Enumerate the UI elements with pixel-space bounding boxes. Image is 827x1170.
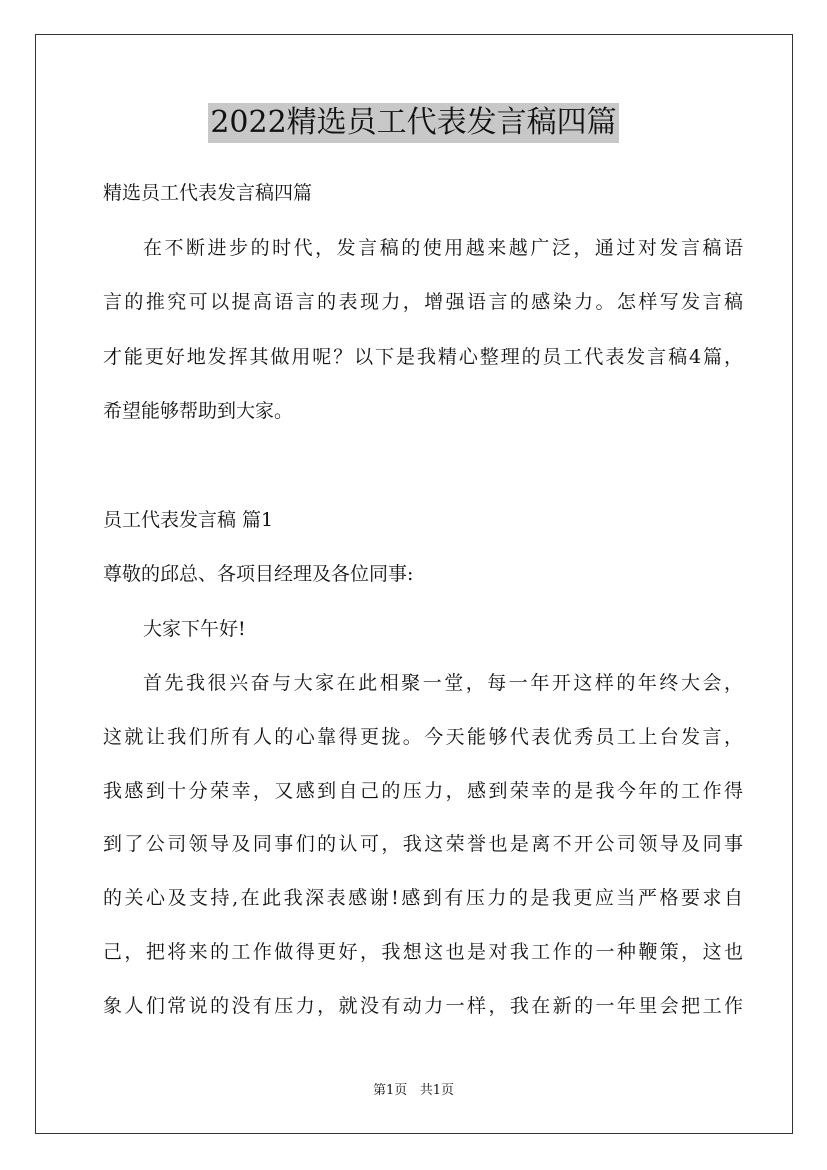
body-line-7: 象人们常说的没有压力，就没有动力一样，我在新的一年里会把工作 xyxy=(103,995,743,1017)
intro-line-4: 希望能够帮助到大家。 xyxy=(103,400,294,422)
intro-line-1: 在不断进步的时代，发言稿的使用越来越广泛，通过对发言稿语 xyxy=(143,237,743,259)
body-line-3: 我感到十分荣幸，又感到自己的压力，感到荣幸的是我今年的工作得 xyxy=(103,780,743,802)
body-line-2: 这就让我们所有人的心靠得更拢。今天能够代表优秀员工上台发言， xyxy=(103,726,743,748)
body-line-6: 己，把将来的工作做得更好，我想这也是对我工作的一种鞭策，这也 xyxy=(103,941,743,963)
body-line-5: 的关心及支持,在此我深表感谢!感到有压力的是我更应当严格要求自 xyxy=(103,887,743,909)
page-number: 第1页 xyxy=(373,1083,408,1098)
subtitle: 精选员工代表发言稿四篇 xyxy=(103,182,313,204)
page-total: 共1页 xyxy=(419,1083,454,1098)
title-wrap xyxy=(0,103,827,143)
body-line-4: 到了公司领导及同事们的认可，我这荣誉也是离不开公司领导及同事 xyxy=(103,833,743,855)
intro-line-3: 才能更好地发挥其做用呢？以下是我精心整理的员工代表发言稿4篇， xyxy=(103,346,743,368)
greeting: 大家下午好! xyxy=(143,618,246,640)
salutation: 尊敬的邱总、各项目经理及各位同事: xyxy=(103,563,414,585)
section-heading: 员工代表发言稿 篇1 xyxy=(103,509,274,531)
document-title: 2022精选员工代表发言稿四篇 xyxy=(208,103,618,143)
page-footer xyxy=(0,1082,827,1100)
intro-line-2: 言的推究可以提高语言的表现力，增强语言的感染力。怎样写发言稿 xyxy=(103,291,743,313)
body-line-1: 首先我很兴奋与大家在此相聚一堂，每一年开这样的年终大会， xyxy=(143,672,743,694)
